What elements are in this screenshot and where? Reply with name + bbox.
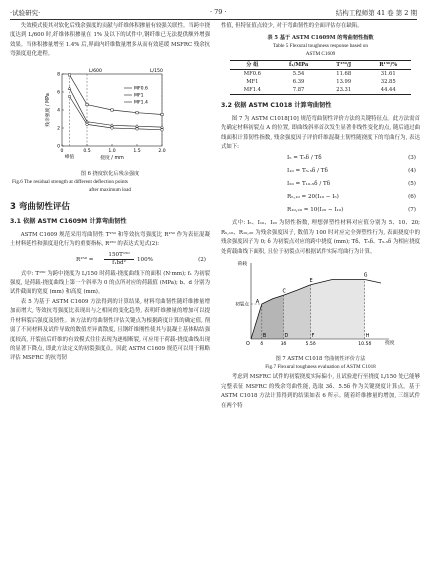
eq2-number: (2) <box>198 256 206 263</box>
y-axis-label: 残余强度 / MPa <box>46 92 51 127</box>
y-tick-label: 4 <box>57 108 60 114</box>
left-column <box>10 22 210 364</box>
data-point <box>111 126 114 129</box>
point-label-E: E <box>309 278 313 284</box>
paragraph-3-1-c: 表 5 为基于 ASTM C1609 方法得到的计算结果, 材料弯曲韧性随纤维掺量增加而增大, 等效抗弯强度比表现出与之相同的变化趋势, 表明纤维掺量的增加可以提升材料裂后强度及韧性。该方法的弯曲韧性评估关键点为根据跨度计算的确定值, 削弱了不同材料及试件导致的数值差异离散度, 且钢纤维刚性使其与混凝土基体粘结强度较高, 开裂前后纤维的有效模式往往表现为逐根断裂, 可应用于荷载-挠度曲线出现的显著下降点, 即此方法定义的初裂强度点。因此 ASTM C1609 规范可以用于粗略评估 MSFRC 的抗弯韧 <box>10 298 210 362</box>
table-header-cell: 分 组 <box>246 62 259 69</box>
point-label-A: A <box>255 300 260 306</box>
equation-2 <box>10 252 210 268</box>
eq2-rhs: 100% <box>137 256 153 263</box>
y-tick-label: 0 <box>57 144 60 150</box>
fig7-caption-en: Fig.7 Flexural toughness evaluation of ASTM C1018 <box>265 364 376 371</box>
eq-number: (3) <box>408 155 416 162</box>
data-point <box>111 108 113 110</box>
data-point <box>136 111 138 113</box>
eq-lhs: I₁₀ = T₅.₅δ / Tδ <box>287 168 328 175</box>
x-axis-label: 挠度 / mm <box>100 155 124 161</box>
eq-lhs: I₂₀ = T₁₀.₅δ / Tδ <box>287 181 331 188</box>
data-point <box>161 128 164 131</box>
data-point <box>136 127 139 130</box>
table-cell: 44.44 <box>380 87 396 94</box>
first-crack-label: 初裂点 <box>235 302 249 308</box>
table-row <box>230 86 411 95</box>
header-rule <box>10 19 417 20</box>
table5-title: 表 5 基于 ASTM C1609M 的弯曲韧性指数 <box>267 35 374 42</box>
equation-4 <box>221 167 420 178</box>
data-point <box>68 73 70 75</box>
table-cell: 11.68 <box>336 71 352 78</box>
eq-number: (5) <box>408 181 416 188</box>
series-line-MF1.4 <box>70 75 163 115</box>
legend-label-MF1: MF1 <box>134 93 144 99</box>
right-intro: 性值, 但特征值点较少, 对于弯曲韧性的全面评估存在缺陷。 <box>221 23 363 29</box>
section-3-1-heading: 3.1 依据 ASTM C1609M 计算弯曲韧性 <box>10 218 127 226</box>
point-label-F: F <box>311 334 315 340</box>
fig7-caption: 图 7 ASTM C1018 弯曲韧性评价方法 <box>275 356 366 363</box>
data-point <box>86 123 89 126</box>
equations-3-7 <box>221 154 420 217</box>
figure-6 <box>10 62 210 194</box>
header-left: ·试验研究· <box>10 9 41 17</box>
eq-number: (6) <box>408 194 416 201</box>
reference-label: L/150 <box>150 68 163 74</box>
eq-lhs: R₅,₁₀ = 20(I₁₀ − I₅) <box>287 194 339 201</box>
y-tick-label: 8 <box>57 72 60 78</box>
paragraph-3-1-a: ASTM C1609 规范采用弯曲韧性 T¹⁵⁰ 和等效抗弯强度比 R¹⁵⁰ 作为表征混凝土材料延性和强度退化行为的重要指标, R¹⁵⁰ 的表达式见式(2): <box>10 231 210 248</box>
fig6-caption-en1: Fig.6 The residual strength at different deflection points <box>12 179 128 186</box>
table-cell: 13.99 <box>336 79 352 86</box>
eq2-lhs: R¹⁵⁰ = <box>76 256 94 263</box>
equation-7 <box>221 206 420 217</box>
fig6-caption: 图 6 挠度软化后残余强度 <box>80 171 140 178</box>
table-header-cell: T¹⁵⁰/J <box>336 62 352 69</box>
table-5 <box>221 34 420 95</box>
point-label-D: D <box>284 334 289 340</box>
eq2-numerator: 150T¹⁵⁰ <box>104 252 134 260</box>
astm-c1018-diagram <box>221 259 420 351</box>
x-tick-label: 10.5δ <box>358 342 372 348</box>
x-tick-label: 1.5 <box>133 148 141 154</box>
table-cell: 7.87 <box>292 87 305 94</box>
page-number: · 79 · <box>210 8 227 16</box>
table-row <box>230 78 411 86</box>
eq-lhs: I₅ = T₃δ / Tδ <box>287 155 322 162</box>
data-point <box>68 95 71 98</box>
point-label-G: G <box>363 273 368 279</box>
legend-label-MF1.4: MF1.4 <box>134 100 148 106</box>
data-point <box>86 120 89 123</box>
x-tick-label: 5.5δ <box>305 342 316 348</box>
point-label-H: H <box>365 334 370 340</box>
paragraph-3-2-c: 考虑到 MSFRC 试件的初裂挠度实际偏小, 且试验进行至挠度 L/150 处已能够完整表征 MSFRC 的残余弯曲性能, 选取 3δ、5.5δ 作为关键挠度计算点。基于 ASTM C1018 方法计算得到的结果如表 6 所示。随着纤维掺量的增加, 三组试件在两个特 <box>221 374 420 409</box>
data-point <box>86 103 88 105</box>
table-header-cell: R¹⁵⁰/% <box>379 62 398 69</box>
x-axis-label: 挠度 <box>385 341 395 347</box>
table-cell: 31.61 <box>380 71 396 78</box>
x-tick-label: δ <box>260 342 264 348</box>
reference-label: L/600 <box>89 68 102 74</box>
residual-strength-chart <box>10 62 210 166</box>
page-header <box>10 6 417 20</box>
section-3-2-heading: 3.2 依据 ASTM C1018 计算弯曲韧性 <box>221 102 332 110</box>
eq-number: (4) <box>408 168 416 175</box>
equation-3 <box>221 154 420 165</box>
eq2-denominator: f₁bd² <box>112 259 126 266</box>
point-label-C: C <box>282 289 286 295</box>
table-cell: 6.39 <box>292 79 305 86</box>
x-tick-label: 3δ <box>280 342 287 348</box>
fig6-caption-en2: after maximum load <box>88 187 132 194</box>
table-header-row <box>230 61 411 70</box>
right-column <box>221 22 420 411</box>
series-line-MF0.6 <box>70 96 163 129</box>
table5-title-en2: ASTM C1609 <box>305 51 336 58</box>
y-axis-label: 荷载 <box>237 262 247 268</box>
eq-number: (7) <box>408 207 416 214</box>
eq-lhs: R₁₀,₂₀ = 10(I₂₀ − I₁₀) <box>287 207 344 214</box>
table-cell: MF1.4 <box>243 87 261 94</box>
table-row <box>230 70 411 79</box>
y-tick-label: 6 <box>57 90 60 96</box>
x-tick-label: 0.5 <box>83 148 91 154</box>
paragraph-3-1-b: 式中: T¹⁵⁰ 为跨中挠度为 L/150 时荷载-挠度曲线下的面积 (N·mm); f₁ 为初裂强度, 是荷载-挠度曲线上第一个斜率为 0 的点所对应的荷载值 (MPa); b、d 分别为试件截面的宽度 (mm) 和高度 (mm)。 <box>10 270 210 296</box>
y-tick-label: 2 <box>57 126 60 132</box>
table-cell: 32.85 <box>380 79 396 86</box>
point-label-O: O <box>246 342 250 348</box>
data-point <box>68 86 71 89</box>
table-cell: 23.31 <box>336 87 352 94</box>
data-point <box>161 113 163 115</box>
intro-paragraph: 失效模式使其对软化后残余强度的贡献与纤维体积掺量有较强关联性。当跨中挠度达到 L/600 时,纤维体积掺量在 1% 及以下的试件中,钢纤维已无法提供额外增强效果。当体积掺量增至 1.4% 后,界面内纤维数量增多从而有效延缓 MSFRC 残余抗弯强度退化进程。 <box>10 23 210 58</box>
figure-7 <box>221 259 420 371</box>
x-tick-label: 0 <box>60 148 64 154</box>
paragraph-3-2-a: 图 7 为 ASTM C1018[10] 规范弯曲韧性评价方法的关键特征点。此方法需首先确定材料初裂点 A 的位置, 即曲线斜率首次发生显著非线性变化的点, 随后通过曲线面积计算韧性指数, 残余强度因子评价纤维混凝土韧性随挠度下的弯曲行为, 表达式如下: <box>221 115 420 151</box>
journal-info: 结构工程师第 41 卷 第 2 期 <box>335 9 417 17</box>
table5-title-en1: Table 5 Flexural toughness response based on <box>272 43 368 50</box>
table-cell: MF1 <box>246 79 259 86</box>
series-line-MF1 <box>70 88 163 127</box>
paragraph-3-2-b: 式中: I₅、I₁₀、I₂₀ 为韧性指数, 理想弹塑性材料对应值分别为 5、10、20; R₅,₁₀、R₁₀,₂₀ 为残余强度因子, 数值为 100 时对应完全弹塑性行为, 表面挠度中的残余强度因子为 0; δ 为初裂点对应的跨中挠度 (mm); Tδ、T₃δ、T₅.₅δ 为相应挠度处荷载曲线下面积, 且位于初裂点可根据试件实际弯曲行为计算。 <box>221 220 420 255</box>
legend-label-MF0.6: MF0.6 <box>134 86 148 92</box>
section-3-heading: 3 弯曲韧性评估 <box>10 202 70 213</box>
table-cell: MF0.6 <box>243 71 261 78</box>
table-cell: 5.54 <box>292 71 305 78</box>
table-header-cell: f₁/MPa <box>288 62 309 69</box>
x-tick-label: 1.0 <box>108 148 116 154</box>
equation-5 <box>221 180 420 191</box>
x-tick-label: 2.0 <box>158 148 166 154</box>
peak-label: 峰值 <box>64 154 75 160</box>
point-label-B: B <box>262 334 267 340</box>
toughness-table <box>230 60 411 95</box>
equation-6 <box>221 193 420 204</box>
